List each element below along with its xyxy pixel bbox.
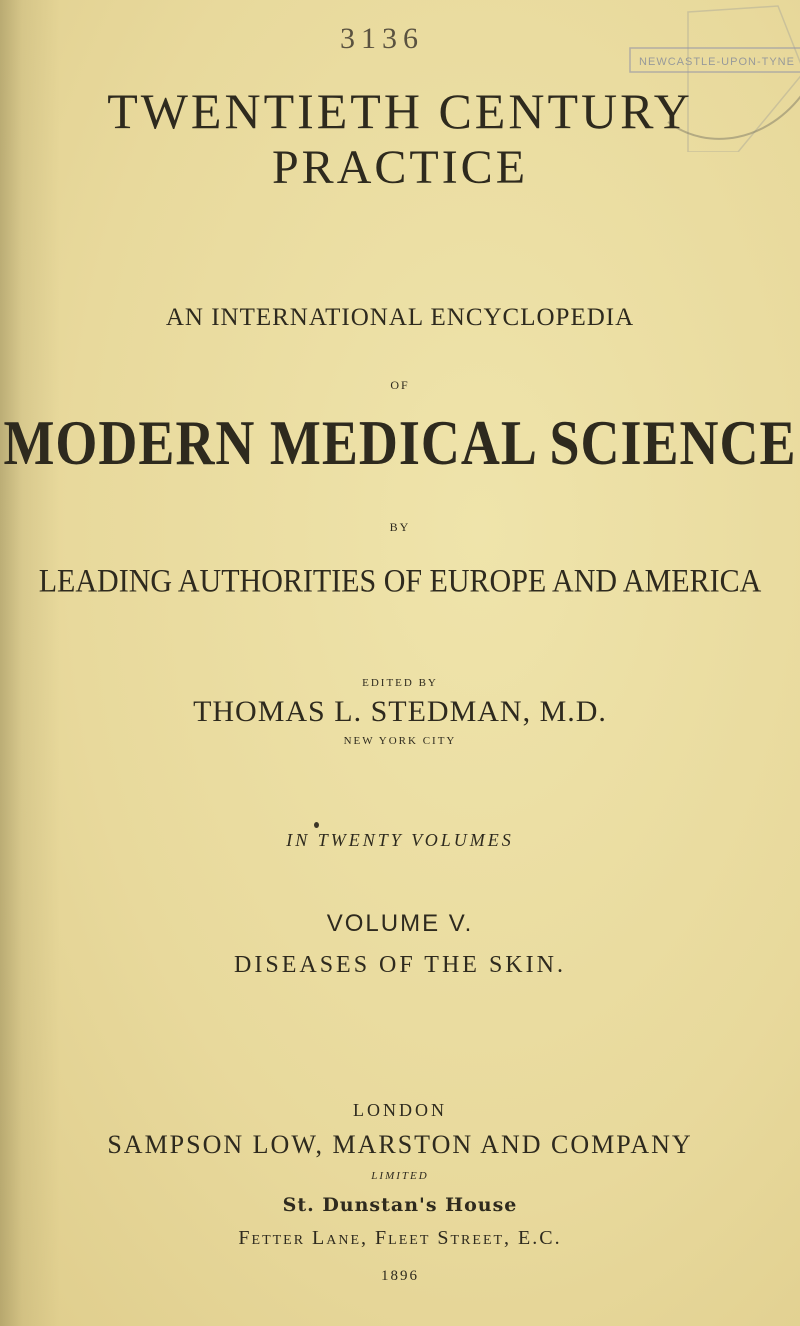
publication-place: LONDON <box>353 1100 447 1120</box>
editor-city: NEW YORK CITY <box>343 735 457 747</box>
authors-line: LEADING AUTHORITIES OF EUROPE AND AMERICA <box>38 563 762 600</box>
title-line-1: TWENTIETH CENTURY <box>107 83 693 139</box>
shelf-mark: 3136 <box>340 22 424 55</box>
ink-dot <box>314 822 319 828</box>
publisher-house: St. Dunstan's House <box>282 1194 518 1216</box>
publisher-suffix: LIMITED <box>371 1170 429 1182</box>
main-title: MODERN MEDICAL SCIENCE <box>3 407 797 478</box>
library-stamp-text: NEWCASTLE-UPON-TYNE <box>639 56 795 68</box>
volume-subject: DISEASES OF THE SKIN. <box>234 952 566 978</box>
publisher-name: SAMPSON LOW, MARSTON AND COMPANY <box>107 1130 693 1159</box>
publication-year: 1896 <box>381 1268 419 1284</box>
by-label: BY <box>389 520 411 534</box>
of-label: OF <box>390 378 410 392</box>
volumes-note: IN TWENTY VOLUMES <box>286 830 514 850</box>
subtitle: AN INTERNATIONAL ENCYCLOPEDIA <box>165 304 635 331</box>
title-line-2: PRACTICE <box>271 141 529 194</box>
editor-name: THOMAS L. STEDMAN, M.D. <box>193 695 607 728</box>
publisher-address: Fetter Lane, Fleet Street, E.C. <box>238 1227 562 1249</box>
volume-number: VOLUME V. <box>326 910 474 937</box>
edited-by-label: EDITED BY <box>362 677 438 689</box>
